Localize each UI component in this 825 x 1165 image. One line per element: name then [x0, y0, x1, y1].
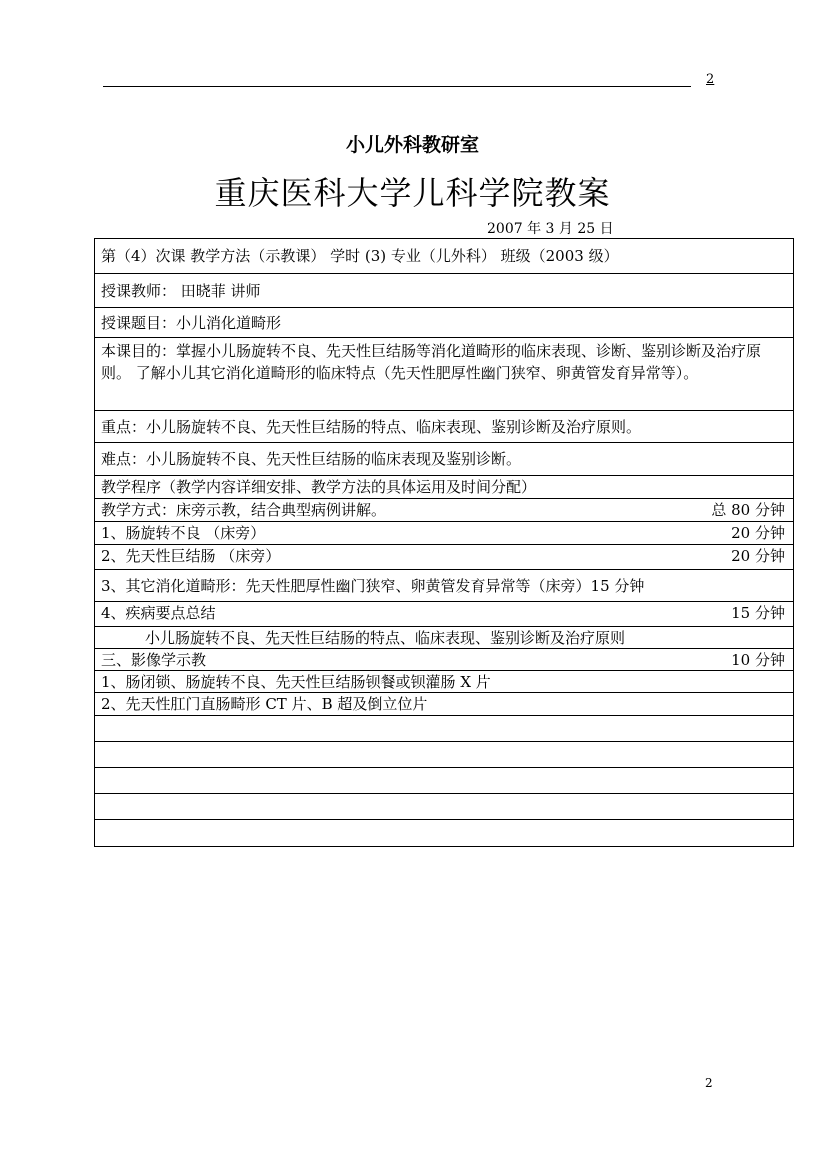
imaging-text: 三、影像学示教 [101, 651, 207, 669]
item1-row [95, 522, 793, 545]
item4-text: 4、疾病要点总结 [101, 604, 216, 622]
topic-row [95, 308, 793, 338]
topic-text: 授课题目：小儿消化道畸形 [101, 313, 282, 332]
teacher-text: 授课教师： 田晓菲 讲师 [101, 281, 261, 300]
lesson-plan-table [94, 238, 794, 847]
imaging1-row [95, 671, 793, 693]
item3-text: 3、其它消化道畸形：先天性肥厚性幽门狭窄、卵黄管发育异常等（床旁）15 分钟 [101, 576, 645, 595]
empty-row [95, 794, 793, 820]
difficult-points-text: 难点：小儿肠旋转不良、先天性巨结肠的临床表现及鉴别诊断。 [101, 450, 522, 468]
department-heading: 小儿外科教研室 [345, 134, 479, 156]
empty-row [95, 716, 793, 742]
objective-text: 本课目的：掌握小儿肠旋转不良、先天性巨结肠等消化道畸形的临床表现、诊断、鉴别诊断及治疗原则。 了解小儿其它消化道畸形的临床特点（先天性肥厚性幽门狭窄、卵黄管发育异常等）。 [101, 342, 762, 382]
document-date: 2007 年 3 月 25 日 [487, 221, 614, 237]
imaging-row [95, 649, 793, 671]
header-page-number: 2 [706, 72, 715, 87]
item2-text: 2、先天性巨结肠 （床旁） [101, 547, 281, 565]
key-points-text: 重点：小儿肠旋转不良、先天性巨结肠的特点、临床表现、鉴别诊断及治疗原则。 [101, 417, 642, 436]
method-text: 教学方式：床旁示教，结合典型病例讲解。 [101, 501, 387, 519]
course-info-text: 第（4）次课 教学方法（示教课） 学时 (3) 专业（儿外科） 班级（2003 级） [101, 247, 619, 265]
item4-row [95, 602, 793, 627]
footer-page-number: 2 [705, 1076, 713, 1090]
imaging1-text: 1、肠闭锁、肠旋转不良、先天性巨结肠钡餐或钡灌肠 X 片 [101, 673, 491, 691]
procedure-text: 教学程序（教学内容详细安排、教学方法的具体运用及时间分配） [101, 478, 537, 496]
empty-row [95, 768, 793, 794]
empty-row [95, 820, 793, 846]
objective-row [95, 338, 793, 411]
teacher-row [95, 274, 793, 308]
summary-row [95, 627, 793, 649]
imaging-time: 10 分钟 [731, 651, 785, 669]
key-points-row [95, 411, 793, 443]
summary-text: 小儿肠旋转不良、先天性巨结肠的特点、临床表现、鉴别诊断及治疗原则 [145, 629, 626, 647]
item1-text: 1、肠旋转不良 （床旁） [101, 524, 266, 542]
document-title: 重庆医科大学儿科学院教案 [214, 174, 611, 212]
item4-time: 15 分钟 [731, 604, 785, 622]
item3-row [95, 570, 793, 602]
method-row [95, 499, 793, 522]
header-rule [103, 86, 691, 87]
difficult-points-row [95, 443, 793, 476]
imaging2-row [95, 693, 793, 716]
procedure-row [95, 476, 793, 499]
item2-time: 20 分钟 [731, 547, 785, 565]
item1-time: 20 分钟 [731, 524, 785, 542]
imaging2-text: 2、先天性肛门直肠畸形 CT 片、B 超及倒立位片 [101, 695, 428, 713]
item2-row [95, 545, 793, 570]
empty-row [95, 742, 793, 768]
method-time: 总 80 分钟 [711, 501, 785, 519]
course-info-row [95, 239, 793, 274]
